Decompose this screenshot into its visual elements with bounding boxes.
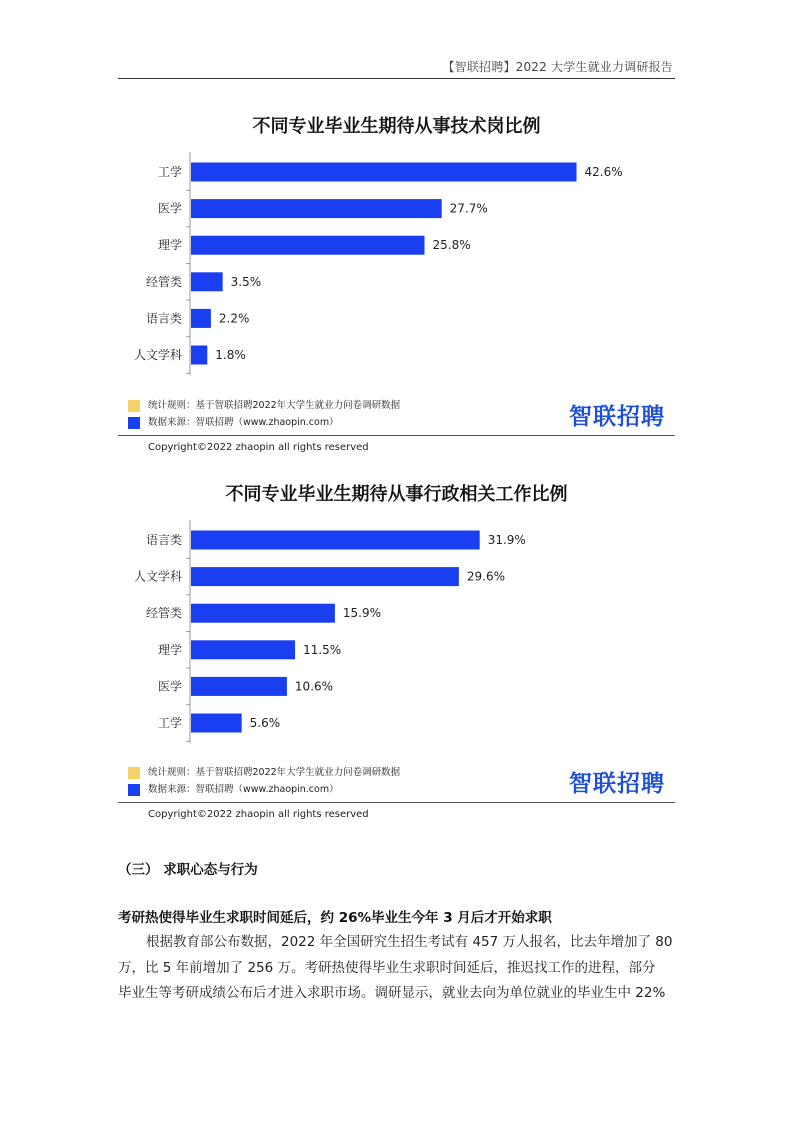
category-label: 工学: [157, 165, 182, 179]
bar: [191, 640, 295, 659]
zhaopin-logo: 智联招聘: [569, 404, 665, 430]
legend-rule-text: 统计规则：基于智联招聘2022年大学生就业力问卷调研数据: [148, 767, 401, 778]
bar: [191, 199, 442, 218]
bar: [191, 309, 211, 328]
paragraph-line: 毕业生等考研成绩公布后才进入求职市场。调研显示，就业去向为单位就业的毕业生中 22%: [118, 985, 666, 1001]
bar: [191, 604, 335, 623]
legend-source-row: [128, 414, 400, 431]
value-label: 3.5%: [230, 274, 262, 289]
category-label: 理学: [157, 642, 182, 657]
value-label: 29.6%: [466, 569, 506, 584]
legend-yellow-swatch: [128, 400, 140, 412]
value-label: 2.2%: [218, 311, 250, 326]
paragraph-line: 根据教育部公布数据，2022 年全国研究生招生考试有 457 万人报名，比去年增加了 80: [146, 934, 673, 950]
chart-2-title: 不同专业毕业生期待从事行政相关工作比例: [225, 484, 568, 505]
chart-1-title: 不同专业毕业生期待从事技术岗比例: [252, 116, 541, 137]
header-divider: [118, 78, 675, 79]
legend-blue-swatch: [128, 784, 140, 796]
bar: [191, 677, 287, 696]
category-label: 语言类: [145, 533, 182, 547]
legend-source-text: 数据来源：智联招聘（www.zhaopin.com）: [148, 417, 339, 428]
chart-1-legend: [128, 397, 400, 431]
report-header-title: 【智联招聘】2022 大学生就业力调研报告: [442, 60, 673, 74]
value-label: 5.6%: [249, 716, 281, 730]
chart-1-copyright: Copyright©2022 zhaopin all rights reserved: [148, 442, 369, 453]
legend-yellow-swatch: [128, 767, 140, 779]
bar: [191, 567, 459, 586]
bar: [191, 272, 223, 291]
chart-1-bottom-rule: [118, 435, 675, 436]
bar: [191, 714, 242, 733]
chart-2-bottom-rule: [118, 802, 675, 803]
legend-blue-swatch: [128, 417, 140, 429]
value-label: 25.8%: [432, 238, 471, 253]
bar: [191, 531, 480, 550]
section-subheading: 考研热使得毕业生求职时间延后，约 26%毕业生今年 3 月后才开始求职: [118, 910, 552, 926]
category-label: 医学: [157, 679, 182, 694]
legend-source-text: 数据来源：智联招聘（www.zhaopin.com）: [148, 784, 339, 795]
bar: [191, 236, 424, 255]
category-label: 经管类: [145, 274, 182, 289]
paragraph-line: 万，比 5 年前增加了 256 万。考研热使得毕业生求职时间延后，推迟找工作的进程，部分: [118, 959, 656, 976]
section-heading: （三） 求职心态与行为: [118, 862, 258, 878]
body-paragraph: [118, 930, 675, 1007]
legend-rule-row: [128, 764, 400, 781]
chart-2-copyright: Copyright©2022 zhaopin all rights reserved: [148, 809, 369, 820]
chart-2-admin-jobs: [118, 518, 675, 748]
chart-2-legend: [128, 764, 400, 798]
category-label: 语言类: [145, 311, 182, 326]
category-label: 人文学科: [133, 348, 182, 362]
bar: [191, 346, 207, 365]
value-label: 42.6%: [584, 165, 623, 179]
category-label: 人文学科: [133, 569, 182, 584]
category-label: 医学: [157, 201, 182, 216]
value-label: 15.9%: [342, 606, 382, 621]
value-label: 10.6%: [294, 679, 334, 694]
value-label: 11.5%: [303, 642, 342, 657]
value-label: 27.7%: [449, 201, 488, 216]
category-label: 经管类: [145, 606, 182, 621]
value-label: 31.9%: [487, 533, 526, 547]
bar: [191, 163, 577, 182]
category-label: 工学: [157, 716, 182, 730]
category-label: 理学: [157, 238, 182, 253]
chart-1-technical-jobs: [118, 150, 675, 380]
legend-rule-text: 统计规则：基于智联招聘2022年大学生就业力问卷调研数据: [148, 400, 401, 411]
zhaopin-logo: 智联招聘: [569, 771, 665, 797]
value-label: 1.8%: [215, 348, 246, 362]
legend-rule-row: [128, 397, 400, 414]
legend-source-row: [128, 781, 400, 798]
